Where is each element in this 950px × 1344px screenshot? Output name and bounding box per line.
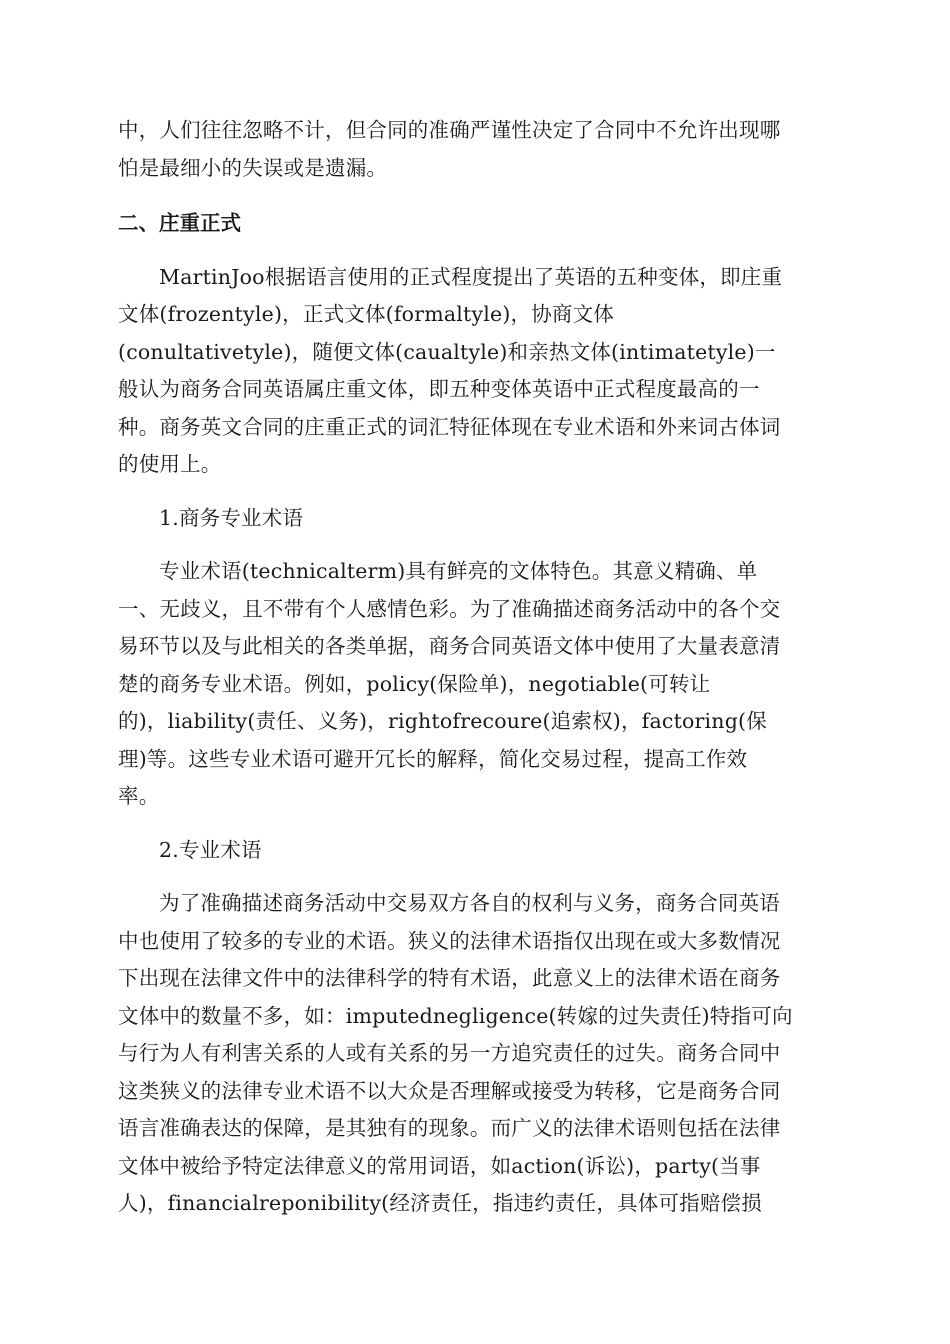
text-line: 文体中被给予特定法律意义的常用词语，如action(诉讼)，party(当事 <box>118 1153 761 1178</box>
text-line: 种。商务英文合同的庄重正式的词汇特征体现在专业术语和外来词古体词 <box>118 414 781 439</box>
text-line: 下出现在法律文件中的法律科学的特有术语，此意义上的法律术语在商务 <box>118 966 781 990</box>
text-line: 的)，liability(责任、义务)，rightofrecoure(追索权)，factoring(保 <box>118 709 767 733</box>
subsection-heading: 2.专业术语 <box>159 837 262 862</box>
paragraph-business-terms <box>118 553 834 816</box>
paragraph-registers <box>118 259 834 484</box>
text-line: 楚的商务专业术语。例如，policy(保险单)，negotiable(可转让 <box>118 671 711 696</box>
text-line: 般认为商务合同英语属庄重文体，即五种变体英语中正式程度最高的一 <box>118 377 760 401</box>
text-line: 率。 <box>118 784 160 808</box>
text-line: 中，人们往往忽略不计，但合同的准确严谨性决定了合同中不允许出现哪 <box>118 118 781 142</box>
text-line: MartinJoo根据语言使用的正式程度提出了英语的五种变体，即庄重 <box>159 264 783 289</box>
text-line: 易环节以及与此相关的各类单据，商务合同英语文体中使用了大量表意清 <box>118 634 781 658</box>
section-heading: 二、庄重正式 <box>118 211 241 235</box>
paragraph-legal-terms <box>118 885 834 1223</box>
document-page <box>118 112 834 1223</box>
subsection-heading: 1.商务专业术语 <box>159 505 304 530</box>
text-line: 文体中的数量不多，如：imputednegligence(转嫁的过失责任)特指可向 <box>118 1003 793 1028</box>
text-line: 的使用上。 <box>118 452 222 476</box>
text-line: 语言准确表达的保障，是其独有的现象。而广义的法律术语则包括在法律 <box>118 1116 781 1140</box>
paragraph-continued <box>118 112 834 187</box>
text-line: 理)等。这些专业术语可避开冗长的解释，简化交易过程，提高工作效 <box>118 746 748 771</box>
text-line: 为了准确描述商务活动中交易双方各自的权利与义务，商务合同英语 <box>159 891 780 915</box>
text-line: 一、无歧义，且不带有个人感情色彩。为了准确描述商务活动中的各个交 <box>118 596 781 621</box>
text-line: 中也使用了较多的专业的术语。狭义的法律术语指仅出现在或大多数情况 <box>118 928 781 953</box>
text-line: 人)，financialreponibility(经济责任，指违约责任，具体可指赔偿损 <box>118 1191 762 1215</box>
text-line: (conultativetyle)，随便文体(caualtyle)和亲热文体(intimatetyle)一 <box>118 339 776 364</box>
text-line: 专业术语(technicalterm)具有鲜亮的文体特色。其意义精确、单 <box>159 559 758 583</box>
text-line: 文体(frozentyle)，正式文体(formaltyle)，协商文体 <box>118 302 615 326</box>
text-line: 这类狭义的法律专业术语不以大众是否理解或接受为转移，它是商务合同 <box>118 1078 781 1103</box>
text-line: 与行为人有利害关系的人或有关系的另一方追究责任的过失。商务合同中 <box>118 1041 781 1065</box>
text-line: 怕是最细小的失误或是遗漏。 <box>118 155 388 180</box>
